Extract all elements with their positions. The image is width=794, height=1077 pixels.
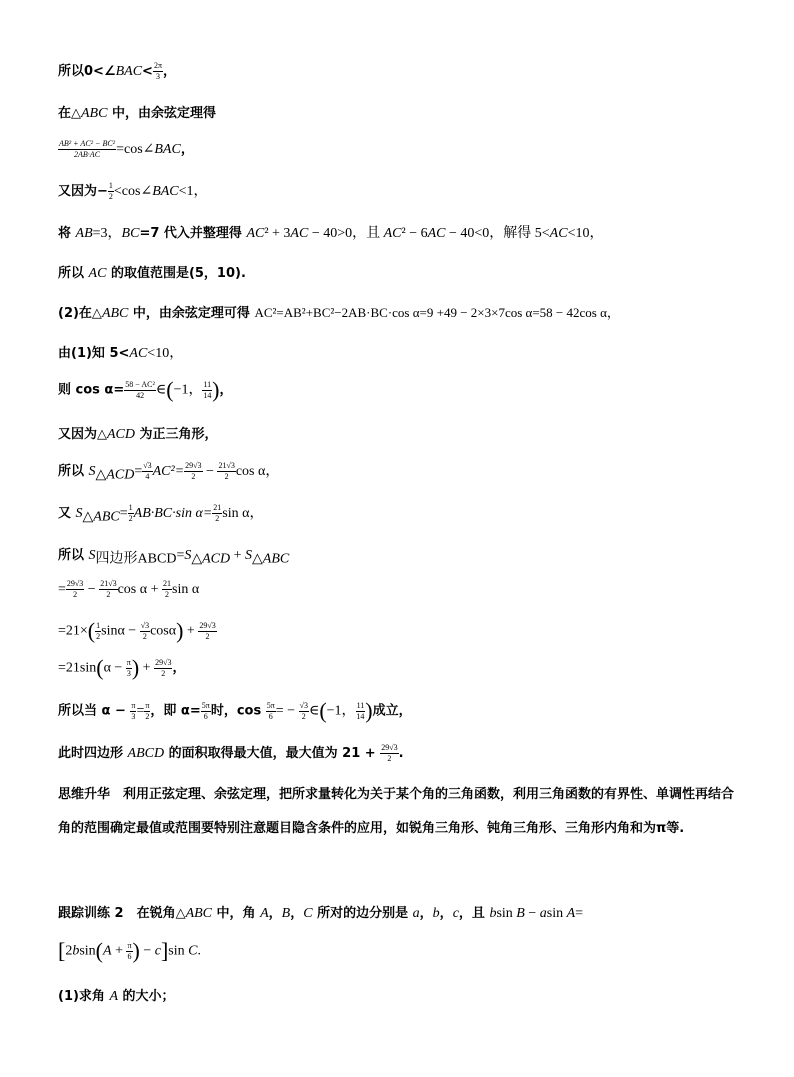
math-text: a — [539, 906, 547, 921]
math-text: π — [145, 700, 150, 710]
fraction — [142, 462, 152, 481]
math-text: 11 — [356, 700, 365, 710]
math-text: <10， — [567, 226, 604, 241]
math-text: =21sin — [58, 660, 97, 676]
exercise-question — [58, 985, 175, 1005]
math-text: 42 — [136, 390, 145, 400]
math-text: 5π — [266, 700, 275, 710]
math-text: 1 — [108, 181, 113, 190]
math-text: B — [516, 906, 525, 921]
text: ， — [163, 64, 177, 79]
math-text: π — [131, 700, 136, 710]
math-text: 21√3 — [218, 461, 235, 470]
math-text: − — [202, 464, 218, 479]
math-text: ， — [419, 906, 433, 921]
solution-line — [58, 460, 279, 484]
math-text: 14 — [203, 390, 212, 400]
math-text: + — [183, 623, 199, 639]
text: 所以0<∠ — [58, 64, 116, 79]
math-text: 2 — [165, 590, 169, 599]
math-text: ， — [290, 906, 304, 921]
math-text: 所以 — [58, 464, 89, 479]
math-text: √3 — [140, 620, 150, 630]
math-text: 又 — [58, 506, 76, 521]
math-text: b — [489, 906, 497, 921]
math-text: A — [109, 989, 119, 1004]
math-text: (2)在△ — [58, 306, 102, 321]
solution-line — [58, 618, 217, 644]
math-text: △ACD — [95, 467, 135, 483]
math-text: S — [245, 548, 253, 563]
fraction — [217, 462, 235, 481]
fraction — [162, 580, 172, 599]
math-text: 4 — [145, 472, 150, 481]
math-text: 14 — [356, 711, 365, 721]
math-text: C — [188, 943, 198, 959]
math-text: √3 — [143, 461, 152, 470]
math-text: ) — [131, 655, 140, 680]
math-text: =21× — [58, 623, 88, 639]
math-text: ， — [172, 660, 186, 676]
fraction — [266, 702, 276, 721]
math-text: π — [126, 657, 131, 667]
math-text: S — [184, 548, 192, 563]
math-text: 为正三角形， — [135, 427, 218, 442]
math-text: ( — [96, 655, 104, 680]
math-text: C — [303, 906, 313, 921]
math: <cos∠ — [113, 184, 153, 199]
math-text: B — [281, 906, 291, 921]
math-text: A — [566, 906, 576, 921]
math-text: − — [84, 582, 100, 597]
math-text: = — [134, 464, 143, 479]
fraction — [58, 140, 116, 159]
math-text: π — [127, 940, 132, 950]
math-text: cos α， — [235, 464, 280, 479]
math-text: 29√3 — [155, 657, 172, 667]
math-text: ² + 3 — [264, 226, 291, 241]
math-text: = — [58, 582, 66, 597]
fraction — [153, 62, 163, 81]
math-text: 2 — [142, 631, 147, 641]
math-text: 3 — [126, 668, 131, 678]
math-text: BC — [121, 226, 140, 241]
math-text: − — [139, 943, 155, 959]
fraction — [212, 504, 222, 523]
math-text: ，且 — [458, 906, 490, 921]
math-text: sinα − — [101, 623, 140, 639]
text: 中，由余弦定理得 — [107, 106, 216, 121]
solution-line — [58, 377, 233, 403]
solution-line — [58, 222, 603, 242]
math-text: 所以当 α − — [58, 703, 131, 719]
text: ， — [180, 142, 194, 157]
math-text: AC — [427, 226, 446, 241]
math-text: <10， — [147, 346, 184, 361]
math-text: + — [111, 943, 127, 959]
math-text: sin — [546, 906, 567, 921]
math-text: cosα — [150, 623, 177, 639]
math-text: (1)求角 — [58, 989, 110, 1004]
math-text: 中，角 — [212, 906, 261, 921]
math-text: 所以 — [58, 266, 89, 281]
math-text: 21 — [213, 503, 222, 512]
math-text: 3 — [155, 72, 160, 81]
math-text: AC — [129, 346, 148, 361]
math-text: 3 — [131, 711, 136, 721]
text: 又因为− — [58, 184, 108, 199]
fraction — [380, 744, 398, 763]
math: BAC — [154, 142, 181, 157]
solution-line — [58, 423, 218, 443]
math-text: 2 — [205, 631, 210, 641]
math-text: b — [72, 943, 80, 959]
math-text: 2AB·AC — [74, 150, 101, 159]
math-text: 所以 — [58, 548, 89, 563]
solution-line — [58, 698, 412, 724]
math-text: AB — [75, 226, 93, 241]
math-text: ( — [87, 618, 96, 643]
math: =cos∠ — [116, 142, 155, 157]
math-text: △ABC — [252, 551, 290, 567]
math-text: 1 — [96, 620, 101, 630]
fraction — [201, 702, 211, 721]
math-text: b — [432, 906, 440, 921]
fraction — [66, 580, 84, 599]
math-text: 29√3 — [381, 743, 398, 752]
math-text: . — [197, 943, 201, 959]
math-text: =7 代入并整理得 — [139, 226, 247, 241]
math-text: −1， — [326, 703, 356, 719]
exercise-line — [58, 902, 583, 922]
math-text: ) — [176, 618, 184, 643]
math-text: 29√3 — [185, 461, 202, 470]
math-text: AC — [549, 226, 568, 241]
math-text: 成立， — [372, 703, 412, 719]
math-text: 2 — [73, 590, 78, 599]
math-text: sin α， — [222, 506, 264, 521]
math-text: 2 — [215, 514, 220, 523]
math-text: ( — [319, 698, 327, 723]
math-text: α − — [103, 660, 126, 676]
math-text: 2 — [128, 514, 133, 523]
math-text: =3， — [92, 226, 122, 241]
math-text: a — [412, 906, 420, 921]
math-text: △ABC — [82, 509, 120, 525]
math-text: = — [176, 548, 185, 563]
math-text: sin — [79, 943, 96, 959]
math-text: 跟踪训练 2 在锐角△ — [58, 906, 186, 921]
math-text: AB² + AC² − BC² — [59, 139, 116, 148]
math-text: = — [575, 906, 584, 921]
math-text: ABC — [185, 906, 213, 921]
solution-line — [58, 544, 289, 568]
solution-line — [58, 60, 176, 81]
math-text: ，即 α= — [150, 703, 201, 719]
math-text: 58 − AC² — [125, 379, 155, 389]
math-text: − — [524, 906, 540, 921]
math-text: 6 — [203, 711, 208, 721]
solution-line — [58, 262, 246, 282]
math-text: c — [452, 906, 459, 921]
math-text: cos α + — [117, 582, 162, 597]
math-text: + — [230, 548, 246, 563]
math-text: 2 — [106, 590, 111, 599]
fraction — [202, 381, 212, 400]
fraction — [140, 622, 150, 641]
math-text: 2 — [96, 631, 101, 641]
math-text: 所对的边分别是 — [312, 906, 413, 921]
math-text: 11 — [203, 379, 212, 389]
math-text: 将 — [58, 226, 76, 241]
math-text: 由(1)知 5< — [58, 346, 130, 361]
math-text: AB·BC·sin α= — [133, 506, 213, 521]
math-text: + — [139, 660, 155, 676]
solution-line — [58, 302, 620, 322]
math-text: 21 — [163, 579, 171, 588]
math-text: AC — [383, 226, 402, 241]
fraction — [124, 381, 156, 400]
math-text: sin α — [172, 582, 200, 597]
math-text: 1 — [128, 503, 133, 512]
math-text: − 40<0，解得 5< — [445, 226, 550, 241]
math-text: 中，由余弦定理可得 — [128, 306, 255, 321]
solution-line — [58, 742, 404, 763]
math-text: 的面积取得最大值，最大值为 21 + — [164, 746, 381, 761]
math-text: 2 — [108, 192, 113, 201]
math-text: AC — [246, 226, 265, 241]
math-text: ABCD — [127, 746, 165, 761]
math-text: 2 — [161, 668, 166, 678]
math-text: ) — [212, 377, 220, 402]
text: 在△ — [58, 106, 81, 121]
math-text: 6 — [268, 711, 273, 721]
math-text: 29√3 — [199, 620, 216, 630]
math-text: A — [103, 943, 112, 959]
math-text: 四边形ABCD — [95, 551, 177, 567]
math-text: ACD — [107, 427, 135, 442]
fraction — [356, 702, 366, 721]
math-text: A — [260, 906, 269, 921]
math-text: 时，cos — [210, 703, 266, 719]
fraction — [154, 659, 172, 678]
solution-line — [58, 102, 216, 122]
math-text: 2 — [191, 472, 196, 481]
math-text: ， — [219, 382, 233, 398]
math-text: 2 — [301, 711, 306, 721]
math-text: ABC — [101, 306, 129, 321]
solution-line — [58, 655, 185, 681]
math: BAC — [115, 64, 143, 79]
math-text: 的取值范围是(5，10). — [106, 266, 246, 281]
math-text: = — [136, 703, 145, 719]
math-text: 5π — [201, 700, 210, 710]
math-text: 2 — [224, 472, 229, 481]
math-text: AC²=AB²+BC²−2AB·BC·cos α=9 +49 − 2×3×7cos α=58 − 42cos α， — [254, 305, 620, 320]
math-text: ) — [365, 698, 373, 723]
math-text: . — [398, 746, 404, 761]
math-text: AC²= — [152, 464, 185, 479]
math-text: −1， — [173, 382, 203, 398]
math-text: AC — [290, 226, 309, 241]
math-text: ∈ — [155, 382, 167, 398]
math-text: √3 — [299, 700, 308, 710]
math: BAC — [152, 184, 179, 199]
text: < — [142, 64, 153, 79]
summary-paragraph: 思维升华 利用正弦定理、余弦定理，把所求量转化为关于某个角的三角函数，利用三角函数的有界性、单调性再结合角的范围确定最值或范围要特别注意题目隐含条件的应用，如锐角三角形、钝角三角形、三角形内角和为π等. — [58, 787, 735, 836]
math-text: = — [119, 506, 128, 521]
solution-line — [58, 502, 263, 526]
math-text: S — [88, 464, 96, 479]
fraction — [198, 622, 216, 641]
math-text: 21√3 — [100, 579, 117, 588]
solution-line — [58, 138, 194, 159]
math-text: sin — [168, 943, 189, 959]
math-text: 的大小； — [118, 989, 175, 1004]
math: <1， — [178, 184, 208, 199]
math-text: sin — [496, 906, 517, 921]
math-text: c — [154, 943, 161, 959]
math-text: ， — [268, 906, 282, 921]
math-text: 2 — [145, 711, 150, 721]
exercise-line — [58, 938, 201, 964]
math-text: ) — [132, 938, 140, 963]
fraction — [299, 702, 309, 721]
math-text: ] — [160, 938, 169, 963]
math-text: ( — [166, 377, 174, 402]
math-text: 又因为△ — [58, 427, 107, 442]
solution-line — [58, 180, 208, 201]
math-text: − 40>0，且 — [308, 226, 384, 241]
math-text: S — [75, 506, 83, 521]
math-text: [ — [58, 938, 66, 963]
solution-line — [58, 342, 183, 362]
math-text: S — [88, 548, 96, 563]
math-text: 29√3 — [66, 579, 84, 588]
math-text: ∈ — [308, 703, 320, 719]
fraction — [184, 462, 202, 481]
math-text: ， — [439, 906, 453, 921]
math-text: 2 — [387, 754, 392, 763]
math-text: 此时四边形 — [58, 746, 128, 761]
math-text: 2 — [65, 943, 73, 959]
math: ABC — [81, 106, 108, 121]
math-text: 2π — [153, 61, 162, 70]
math-text: 6 — [127, 951, 132, 961]
math-text: ² − 6 — [401, 226, 428, 241]
math-text: ( — [95, 938, 103, 963]
math-text: AC — [88, 266, 107, 281]
math-text: 则 cos α= — [58, 382, 125, 398]
math-text: = − — [275, 703, 299, 719]
solution-line — [58, 580, 199, 599]
fraction — [99, 580, 117, 599]
math-text: △ACD — [191, 551, 231, 567]
